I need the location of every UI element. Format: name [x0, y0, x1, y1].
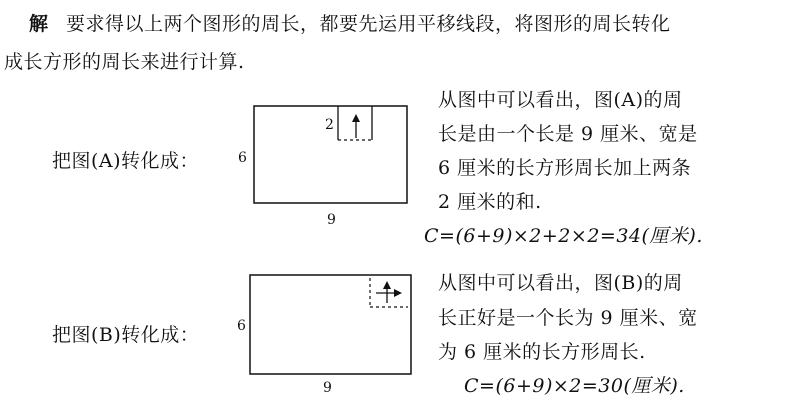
bottom-label-a: 9: [327, 212, 337, 228]
side-label-b: 6: [237, 318, 247, 334]
text-b-line-2: 长正好是一个长为 9 厘米、宽: [438, 307, 698, 329]
convert-b-label: 把图(B)转化成：: [52, 324, 200, 346]
text-a-line-3: 6 厘米的长方形周长加上两条: [438, 157, 692, 179]
notch-label-2: 2: [325, 117, 335, 133]
text-a-line-1: 从图中可以看出，图(A)的周: [438, 89, 683, 111]
translate-arrow-right-head: [394, 289, 402, 297]
convert-a-label: 把图(A)转化成：: [52, 150, 200, 172]
side-label-a: 6: [238, 150, 248, 166]
solution-line-1: 要求得以上两个图形的周长，都要先运用平移线段，将图形的周长转化: [66, 13, 671, 35]
text-a-line-2: 长是由一个长是 9 厘米、宽是: [438, 123, 698, 145]
solution-label: 解: [29, 13, 49, 35]
translate-arrow-up-head: [383, 281, 391, 289]
formula-a: C=(6+9)×2+2×2=34(厘米).: [424, 225, 703, 247]
bottom-label-b: 9: [323, 380, 333, 396]
text-b-line-3: 为 6 厘米的长方形周长.: [438, 341, 646, 363]
solution-line-2: 成长方形的周长来进行计算.: [4, 51, 245, 73]
formula-b: C=(6+9)×2=30(厘米).: [464, 375, 685, 397]
text-b-line-1: 从图中可以看出，图(B)的周: [438, 272, 683, 294]
text-a-line-4: 2 厘米的和.: [438, 191, 542, 213]
